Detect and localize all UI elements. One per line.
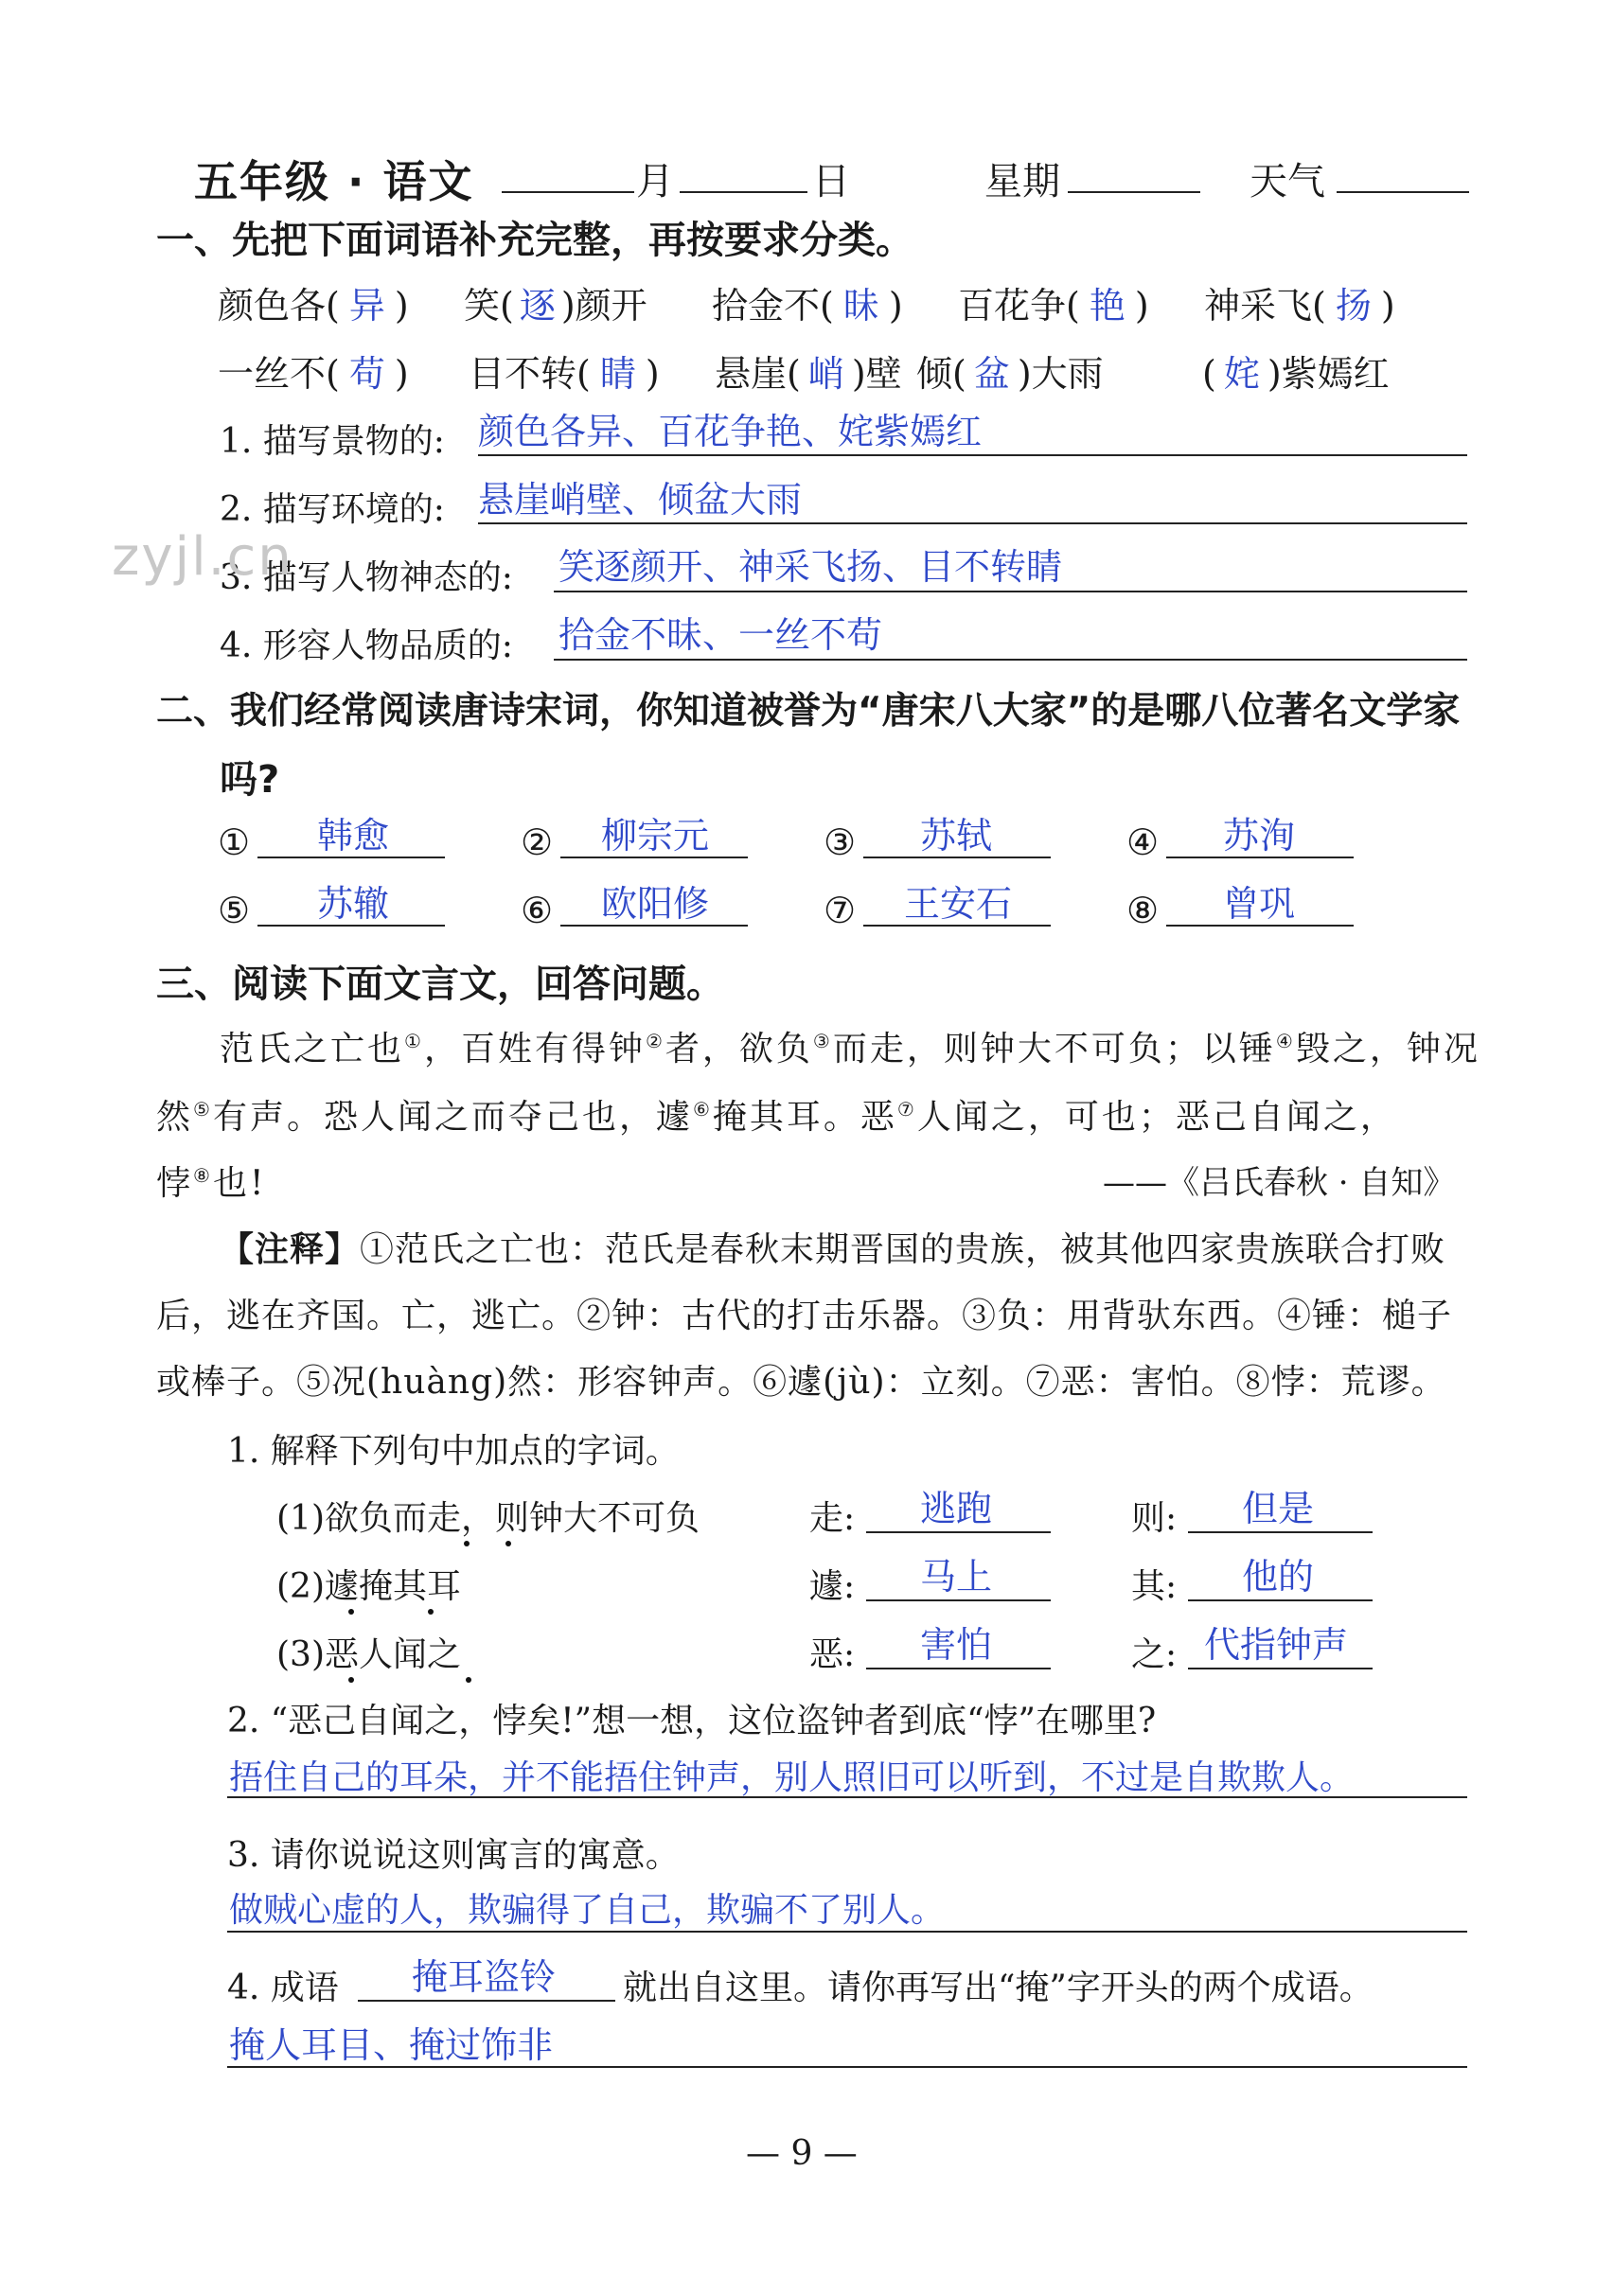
weekday-label: 星期 bbox=[984, 160, 1060, 203]
q1-row2-item: ( 姹 )紫嫣红 bbox=[1202, 353, 1390, 395]
q2-answer-line bbox=[257, 857, 445, 858]
q2-number: ② bbox=[521, 821, 554, 863]
sub1-word-label: 其: bbox=[1131, 1567, 1178, 1606]
sub1-answer-line bbox=[866, 1599, 1051, 1601]
q2-answer-line bbox=[1166, 857, 1354, 858]
sub2-title: 2. “恶己自闻之，悖矣!”想一想，这位盗钟者到底“悖”在哪里? bbox=[227, 1702, 1157, 1740]
q1-item-label: 2. 描写环境的: bbox=[220, 490, 445, 529]
q2-answer-line bbox=[560, 925, 748, 927]
q2-number: ① bbox=[218, 821, 251, 863]
sub1-word-label: 走: bbox=[809, 1499, 856, 1538]
emphasis-dot bbox=[464, 1541, 470, 1546]
q2-answer: 曾巩 bbox=[1223, 883, 1296, 925]
q1-item-line bbox=[478, 454, 1467, 456]
q1-row1-item: 笑( 逐 )颜开 bbox=[464, 285, 647, 327]
notes-line: 或棒子。⑤况(huàng)然：形容钟声。⑥遽(jù)：立刻。⑦恶：害怕。⑧悖：荒谬。 bbox=[156, 1363, 1446, 1402]
sub1-answer: 他的 bbox=[1242, 1556, 1315, 1598]
q2-answer: 王安石 bbox=[904, 883, 1013, 925]
sub1-answer: 马上 bbox=[920, 1556, 993, 1598]
q2-number: ③ bbox=[824, 821, 857, 863]
q2-title-line2: 吗? bbox=[220, 758, 280, 802]
q2-answer: 苏辙 bbox=[317, 883, 390, 925]
q1-row1-item: 拾金不( 昧 ) bbox=[712, 285, 903, 327]
sub1-answer-line bbox=[1188, 1599, 1373, 1601]
day-blank[interactable] bbox=[680, 191, 807, 193]
day-label: 日 bbox=[812, 160, 850, 203]
q2-answer: 柳宗元 bbox=[601, 815, 710, 857]
page-number: — 9 — bbox=[746, 2134, 858, 2173]
q2-number: ⑧ bbox=[1126, 890, 1160, 931]
month-blank[interactable] bbox=[502, 191, 634, 193]
sub4-answer-line2 bbox=[227, 2066, 1467, 2068]
emphasis-dot bbox=[505, 1541, 511, 1546]
sub1-sentence: (1)欲负而走，则钟大不可负 bbox=[276, 1499, 700, 1538]
q2-answer: 韩愈 bbox=[317, 815, 390, 857]
sub4-answer-line bbox=[358, 2000, 615, 2002]
sub1-answer: 逃跑 bbox=[920, 1488, 993, 1529]
sub1-answer-line bbox=[866, 1668, 1051, 1669]
q1-item-line bbox=[478, 522, 1467, 524]
q3-title: 三、阅读下面文言文，回答问题。 bbox=[156, 963, 724, 1006]
q2-answer-line bbox=[863, 925, 1051, 927]
q1-item-answer: 颜色各异、百花争艳、姹紫嫣红 bbox=[478, 411, 983, 452]
q2-answer-line bbox=[560, 857, 748, 858]
watermark: zyjl.cn bbox=[112, 526, 293, 588]
month-label: 月 bbox=[636, 160, 674, 203]
q1-title: 一、先把下面词语补充完整，再按要求分类。 bbox=[156, 219, 913, 262]
sub1-title: 1. 解释下列句中加点的字词。 bbox=[227, 1432, 680, 1471]
sub1-word-label: 遽: bbox=[809, 1567, 856, 1606]
notes-line: 后，逃在齐国。亡，逃亡。②钟：古代的打击乐器。③负：用背驮东西。④锤：槌子 bbox=[156, 1297, 1453, 1335]
sub1-sentence: (3)恶人闻之 bbox=[276, 1635, 461, 1674]
sub1-answer: 代指钟声 bbox=[1204, 1624, 1349, 1666]
notes-line: 【注释】①范氏之亡也：范氏是春秋末期晋国的贵族，被其他四家贵族联合打败 bbox=[220, 1230, 1446, 1269]
q2-answer: 苏洵 bbox=[1223, 815, 1296, 857]
q1-row1-item: 百花争( 艳 ) bbox=[958, 285, 1149, 327]
q1-row2-item: 目不转( 睛 ) bbox=[469, 353, 660, 395]
q2-title-line1: 二、我们经常阅读唐诗宋词，你知道被誉为“唐宋八大家”的是哪八位著名文学家 bbox=[156, 690, 1461, 733]
q1-item-answer: 笑逐颜开、神采飞扬、目不转睛 bbox=[558, 546, 1063, 588]
q2-answer-line bbox=[1166, 925, 1354, 927]
passage-source: ——《吕氏春秋 · 自知》 bbox=[1103, 1164, 1456, 1202]
q2-number: ④ bbox=[1126, 821, 1160, 863]
q1-row2-item: 一丝不( 苟 ) bbox=[218, 353, 409, 395]
q2-number: ⑤ bbox=[218, 890, 251, 931]
q2-number: ⑥ bbox=[521, 890, 554, 931]
q1-item-answer: 悬崖峭壁、倾盆大雨 bbox=[478, 479, 803, 521]
q1-row1-item: 神采飞( 扬 ) bbox=[1204, 285, 1395, 327]
emphasis-dot bbox=[428, 1609, 434, 1615]
q2-answer: 苏轼 bbox=[920, 815, 993, 857]
sub4-answer-idioms: 掩人耳目、掩过饰非 bbox=[229, 2024, 554, 2066]
q1-row1-item: 颜色各( 异 ) bbox=[218, 285, 409, 327]
sub1-word-label: 恶: bbox=[809, 1635, 856, 1674]
sub2-answer: 捂住自己的耳朵，并不能捂住钟声，别人照旧可以听到，不过是自欺欺人。 bbox=[229, 1758, 1355, 1797]
weather-label: 天气 bbox=[1250, 160, 1325, 203]
sub2-answer-line bbox=[227, 1796, 1467, 1798]
q1-item-label: 4. 形容人物品质的: bbox=[220, 627, 513, 665]
weekday-blank[interactable] bbox=[1068, 191, 1200, 193]
q1-row2-item: 倾( 盆 )大雨 bbox=[916, 353, 1104, 395]
sub1-answer-line bbox=[1188, 1668, 1373, 1669]
q2-answer-line bbox=[863, 857, 1051, 858]
sub1-answer-line bbox=[1188, 1531, 1373, 1533]
q1-item-line bbox=[554, 591, 1467, 592]
q1-item-answer: 拾金不昧、一丝不苟 bbox=[558, 614, 883, 656]
emphasis-dot bbox=[466, 1677, 471, 1683]
passage-line: 然⑤有声。恐人闻之而夺己也，遽⑥掩其耳。恶⑦人闻之，可也；恶己自闻之， bbox=[156, 1098, 1397, 1137]
sub1-word-label: 之: bbox=[1131, 1635, 1178, 1674]
q1-row2-item: 悬崖( 峭 )壁 bbox=[715, 353, 902, 395]
sub4-answer-idiom: 掩耳盗铃 bbox=[412, 1956, 557, 1998]
sub4-prefix: 4. 成语 bbox=[227, 1969, 339, 2007]
sub4-text: 就出自这里。请你再写出“掩”字开头的两个成语。 bbox=[623, 1969, 1374, 2007]
q1-item-label: 3. 描写人物神态的: bbox=[220, 558, 513, 597]
q1-item-line bbox=[554, 659, 1467, 661]
sub1-answer: 害怕 bbox=[920, 1624, 993, 1666]
weather-blank[interactable] bbox=[1337, 191, 1469, 193]
q2-number: ⑦ bbox=[824, 890, 857, 931]
emphasis-dot bbox=[348, 1677, 354, 1683]
worksheet-title: 五年级 · 语文 bbox=[194, 156, 474, 207]
emphasis-dot bbox=[348, 1609, 354, 1615]
q2-answer: 欧阳修 bbox=[601, 883, 710, 925]
sub1-sentence: (2)遽掩其耳 bbox=[276, 1567, 461, 1606]
q1-item-label: 1. 描写景物的: bbox=[220, 422, 445, 461]
sub3-title: 3. 请你说说这则寓言的寓意。 bbox=[227, 1836, 680, 1875]
sub3-answer: 做贼心虚的人，欺骗得了自己，欺骗不了别人。 bbox=[229, 1891, 946, 1930]
q2-answer-line bbox=[257, 925, 445, 927]
sub3-answer-line bbox=[227, 1931, 1467, 1933]
passage-line: 悖⑧也! bbox=[156, 1164, 267, 1203]
sub1-answer-line bbox=[866, 1531, 1051, 1533]
sub1-answer: 但是 bbox=[1242, 1488, 1315, 1529]
sub1-word-label: 则: bbox=[1131, 1499, 1178, 1538]
passage-line: 范氏之亡也①，百姓有得钟②者，欲负③而走，则钟大不可负；以锤④毁之，钟况 bbox=[220, 1030, 1480, 1069]
